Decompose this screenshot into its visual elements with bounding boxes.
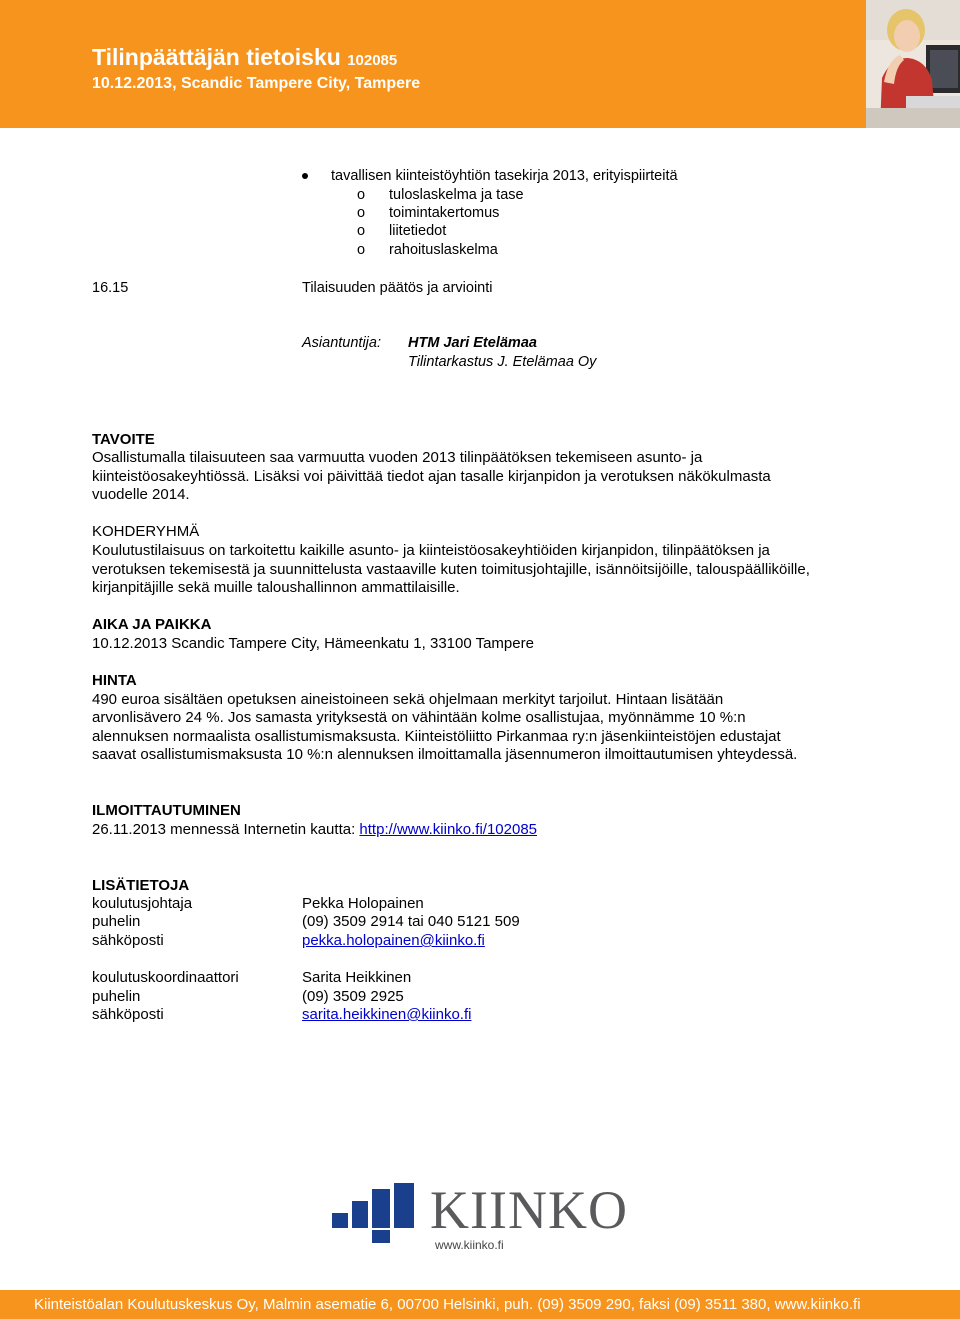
- contact1-role: koulutusjohtaja: [92, 895, 193, 912]
- header-banner: [0, 0, 960, 128]
- goal-heading: TAVOITE: [92, 431, 155, 448]
- price-heading: HINTA: [92, 672, 137, 689]
- registration-heading: ILMOITTAUTUMINEN: [92, 802, 241, 819]
- sub-bullet-marker: o: [357, 223, 366, 239]
- goal-text-line: kiinteistöosakeyhtiössä. Lisäksi voi päivittää tiedot ajan tasalle kirjanpidon ja verotuksen näkökulmasta: [92, 468, 771, 485]
- price-text-line: alennuksen normaalista osallistumismaksusta. Kiinteistöliitto Pirkanmaa ry:n jäsenkiinteistöjen edustajat: [92, 728, 781, 745]
- contact1-phone-label: puhelin: [92, 913, 141, 930]
- session-title: Tilaisuuden päätös ja arviointi: [302, 280, 493, 296]
- target-text-line: verotuksen tekemisestä ja suunnittelusta vastaaville kuten toimitusjohtajille, isännöitsijöille, talouspäälliköille,: [92, 561, 810, 578]
- contact1-email-label: sähköposti: [92, 932, 164, 949]
- contact2-role: koulutuskoordinaattori: [92, 969, 239, 986]
- program-subitem: tuloslaskelma ja tase: [389, 187, 524, 203]
- price-text-line: saavat osallistumismaksusta 10 %:n alennuksen ilmoittamalla jäsennumeron ilmoittautumisen yhteydessä.: [92, 746, 798, 763]
- expert-label: Asiantuntija:: [302, 335, 381, 351]
- target-text-line: Koulutustilaisuus on tarkoitettu kaikille asunto- ja kiinteistöosakeyhtiöiden kirjanpidon, tilinpäätöksen ja: [92, 542, 770, 559]
- goal-text-line: vuodelle 2014.: [92, 486, 190, 503]
- contact2-name: Sarita Heikkinen: [302, 969, 412, 986]
- title-text: Tilinpäättäjän tietoisku: [92, 44, 341, 70]
- logo-url: www.kiinko.fi: [435, 1238, 504, 1252]
- contact2-email-link[interactable]: sarita.heikkinen@kiinko.fi: [302, 1006, 472, 1023]
- expert-company: Tilintarkastus J. Etelämaa Oy: [408, 354, 597, 370]
- registration-link[interactable]: http://www.kiinko.fi/102085: [359, 821, 538, 838]
- bullet-marker: [302, 173, 308, 179]
- registration-text: 26.11.2013 mennessä Internetin kautta:: [92, 821, 360, 838]
- contact2-email-label: sähköposti: [92, 1006, 164, 1023]
- sub-bullet-marker: o: [357, 187, 366, 203]
- logo-bars-icon: [330, 1183, 430, 1243]
- contact2-phone-label: puhelin: [92, 988, 141, 1005]
- contact2-phone: (09) 3509 2925: [302, 988, 404, 1005]
- contact1-email-link[interactable]: pekka.holopainen@kiinko.fi: [302, 932, 485, 949]
- contact1-phone: (09) 3509 2914 tai 040 5121 509: [302, 913, 520, 930]
- session-time: 16.15: [92, 280, 129, 296]
- price-text-line: 490 euroa sisältäen opetuksen aineistoineen sekä ohjelmaan merkityt tarjoilut. Hintaan lisätään: [92, 691, 724, 708]
- header-photo: [866, 0, 960, 128]
- program-subitem: rahoituslaskelma: [389, 242, 498, 258]
- program-subitem: toimintakertomus: [389, 205, 500, 221]
- program-subitem: liitetiedot: [389, 223, 447, 239]
- sub-bullet-marker: o: [357, 242, 366, 258]
- logo-wordmark: KIINKO: [430, 1180, 628, 1240]
- event-date-location: 10.12.2013, Scandic Tampere City, Tampere: [92, 75, 421, 92]
- venue-heading: AIKA JA PAIKKA: [92, 616, 212, 633]
- info-heading: LISÄTIETOJA: [92, 877, 190, 894]
- course-code: 102085: [347, 52, 398, 69]
- target-text-line: kirjanpitäjille sekä muille taloushallinnon ammattilaisille.: [92, 579, 460, 596]
- venue-text: 10.12.2013 Scandic Tampere City, Hämeenkatu 1, 33100 Tampere: [92, 635, 534, 652]
- goal-text-line: Osallistumalla tilaisuuteen saa varmuutta vuoden 2013 tilinpäätöksen tekemiseen asunto- ja: [92, 449, 703, 466]
- kiinko-logo: [330, 1180, 630, 1253]
- footer-bar: [0, 1290, 960, 1319]
- price-text-line: arvonlisävero 24 %. Jos samasta yrityksestä on vähintään kolme osallistujaa, myönnämme 10 %:n: [92, 709, 746, 726]
- expert-name: HTM Jari Etelämaa: [408, 335, 537, 351]
- target-heading: KOHDERYHMÄ: [92, 523, 200, 540]
- sub-bullet-marker: o: [357, 205, 366, 221]
- footer-contact-info: Kiinteistöalan Koulutuskeskus Oy, Malmin asematie 6, 00700 Helsinki, puh. (09) 3509 290, faksi (09) 3511 380, www.kiinko.fi: [34, 1296, 861, 1313]
- contact1-name: Pekka Holopainen: [302, 895, 424, 912]
- program-item: tavallisen kiinteistöyhtiön tasekirja 2013, erityispiirteitä: [331, 168, 678, 184]
- registration-line: [92, 821, 537, 840]
- page-title: [92, 44, 397, 74]
